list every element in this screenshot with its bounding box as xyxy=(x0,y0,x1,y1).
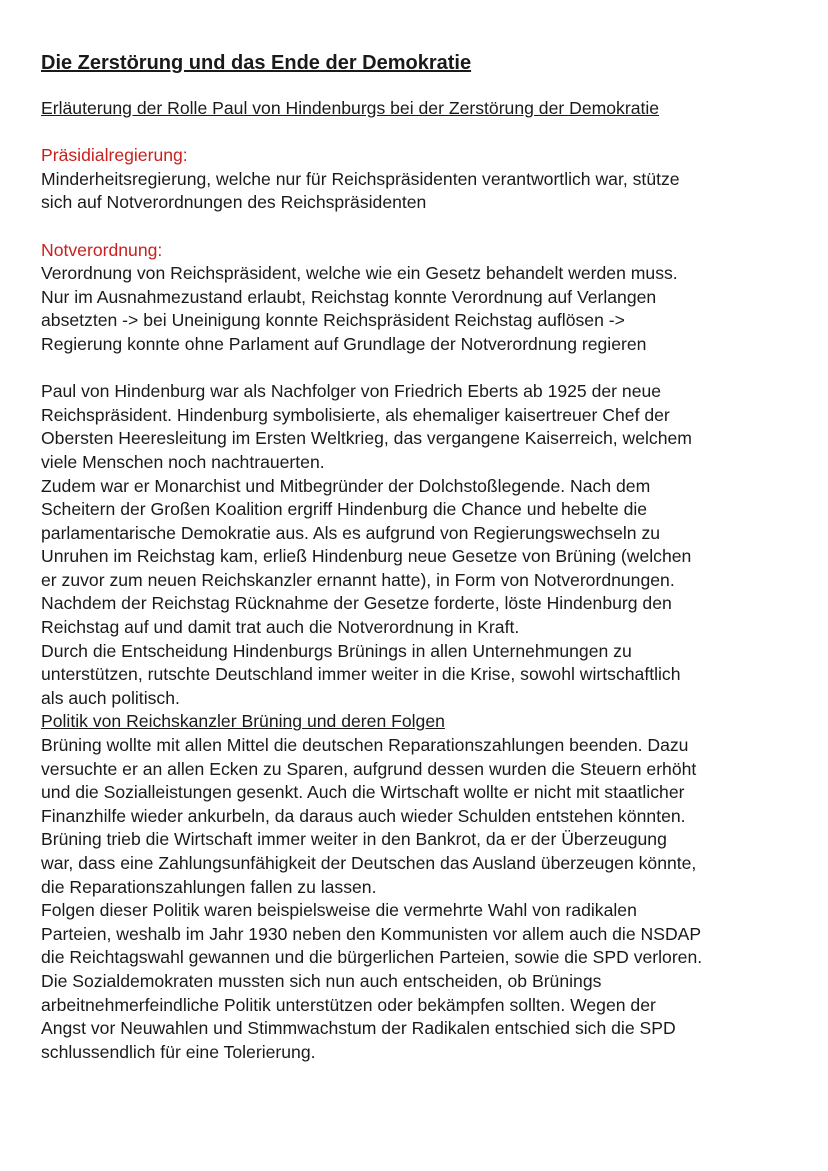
text-line: Die Sozialdemokraten mussten sich nun auch entscheiden, ob Brünings xyxy=(41,970,602,991)
text-line: parlamentarische Demokratie aus. Als es aufgrund von Regierungswechseln zu xyxy=(41,522,661,543)
text-line: Obersten Heeresleitung im Ersten Weltkrieg, das vergangene Kaiserreich, welchem xyxy=(41,428,692,449)
text-line: Nachdem der Reichstag Rücknahme der Gesetze forderte, löste Hindenburg den xyxy=(41,593,672,614)
text-line: unterstützen, rutschte Deutschland immer weiter in die Krise, sowohl wirtschaftlich xyxy=(41,664,681,685)
document-page xyxy=(41,50,801,1064)
text-line: die Reparationszahlungen fallen zu lassen. xyxy=(41,876,377,897)
text-line: viele Menschen noch nachtrauerten. xyxy=(41,451,325,472)
text-line: Durch die Entscheidung Hindenburgs Brünings in allen Unternehmungen zu xyxy=(41,640,632,661)
text-line: Regierung konnte ohne Parlament auf Grundlage der Notverordnung regieren xyxy=(41,333,647,354)
section-heading-bruening: Politik von Reichskanzler Brüning und deren Folgen xyxy=(41,711,445,732)
paragraph-bruening xyxy=(41,734,801,1064)
text-line: Zudem war er Monarchist und Mitbegründer der Dolchstoßlegende. Nach dem xyxy=(41,475,651,496)
paragraph-notverordnung xyxy=(41,262,801,356)
text-line: absetzten -> bei Uneinigung konnte Reichspräsident Reichstag auflösen -> xyxy=(41,310,625,331)
text-line: Unruhen im Reichstag kam, erließ Hindenburg neue Gesetze von Brüning (welchen xyxy=(41,546,692,567)
text-line: er zuvor zum neuen Reichskanzler ernannt hatte), in Form von Notverordnungen. xyxy=(41,569,675,590)
text-line: schlussendlich für eine Tolerierung. xyxy=(41,1041,316,1062)
paragraph-hindenburg xyxy=(41,380,801,710)
text-line: Angst vor Neuwahlen und Stimmwachstum der Radikalen entschied sich die SPD xyxy=(41,1018,676,1039)
text-line: Parteien, weshalb im Jahr 1930 neben den Kommunisten vor allem auch die NSDAP xyxy=(41,923,702,944)
text-line: Finanzhilfe wieder ankurbeln, da daraus auch wieder Schulden entstehen könnten. xyxy=(41,805,686,826)
text-line: Reichstag auf und damit trat auch die Notverordnung in Kraft. xyxy=(41,617,520,638)
text-line: arbeitnehmerfeindliche Politik unterstützen oder bekämpfen sollten. Wegen der xyxy=(41,994,656,1015)
text-line: Reichspräsident. Hindenburg symbolisierte, als ehemaliger kaisertreuer Chef der xyxy=(41,404,670,425)
text-line: als auch politisch. xyxy=(41,687,180,708)
term-notverordnung: Notverordnung: xyxy=(41,239,163,260)
text-line: versuchte er an allen Ecken zu Sparen, aufgrund dessen wurden die Steuern erhöht xyxy=(41,758,697,779)
text-line: Verordnung von Reichspräsident, welche wie ein Gesetz behandelt werden muss. xyxy=(41,263,678,284)
text-line: Brüning trieb die Wirtschaft immer weiter in den Bankrot, da er der Überzeugung xyxy=(41,829,667,850)
term-praesidialregierung: Präsidialregierung: xyxy=(41,145,188,166)
text-line: Scheitern der Großen Koalition ergriff Hindenburg die Chance und hebelte die xyxy=(41,499,648,520)
paragraph-praesidialregierung xyxy=(41,168,801,215)
text-line: und die Sozialleistungen gesenkt. Auch die Wirtschaft wollte er nicht mit staatlicher xyxy=(41,782,685,803)
document-title: Die Zerstörung und das Ende der Demokratie xyxy=(41,52,472,74)
text-line: Brüning wollte mit allen Mittel die deutschen Reparationszahlungen beenden. Dazu xyxy=(41,735,689,756)
text-line: sich auf Notverordnungen des Reichspräsidenten xyxy=(41,192,427,213)
text-line: Minderheitsregierung, welche nur für Reichspräsidenten verantwortlich war, stütze xyxy=(41,168,680,189)
text-line: Paul von Hindenburg war als Nachfolger von Friedrich Eberts ab 1925 der neue xyxy=(41,381,662,402)
document-subtitle: Erläuterung der Rolle Paul von Hindenburgs bei der Zerstörung der Demokratie xyxy=(41,98,660,118)
text-line: die Reichtagswahl gewannen und die bürgerlichen Parteien, sowie die SPD verloren. xyxy=(41,947,703,968)
text-line: Nur im Ausnahmezustand erlaubt, Reichstag konnte Verordnung auf Verlangen xyxy=(41,286,657,307)
text-line: war, dass eine Zahlungsunfähigkeit der Deutschen das Ausland überzeugen könnte, xyxy=(41,853,697,873)
text-line: Folgen dieser Politik waren beispielsweise die vermehrte Wahl von radikalen xyxy=(41,900,637,921)
